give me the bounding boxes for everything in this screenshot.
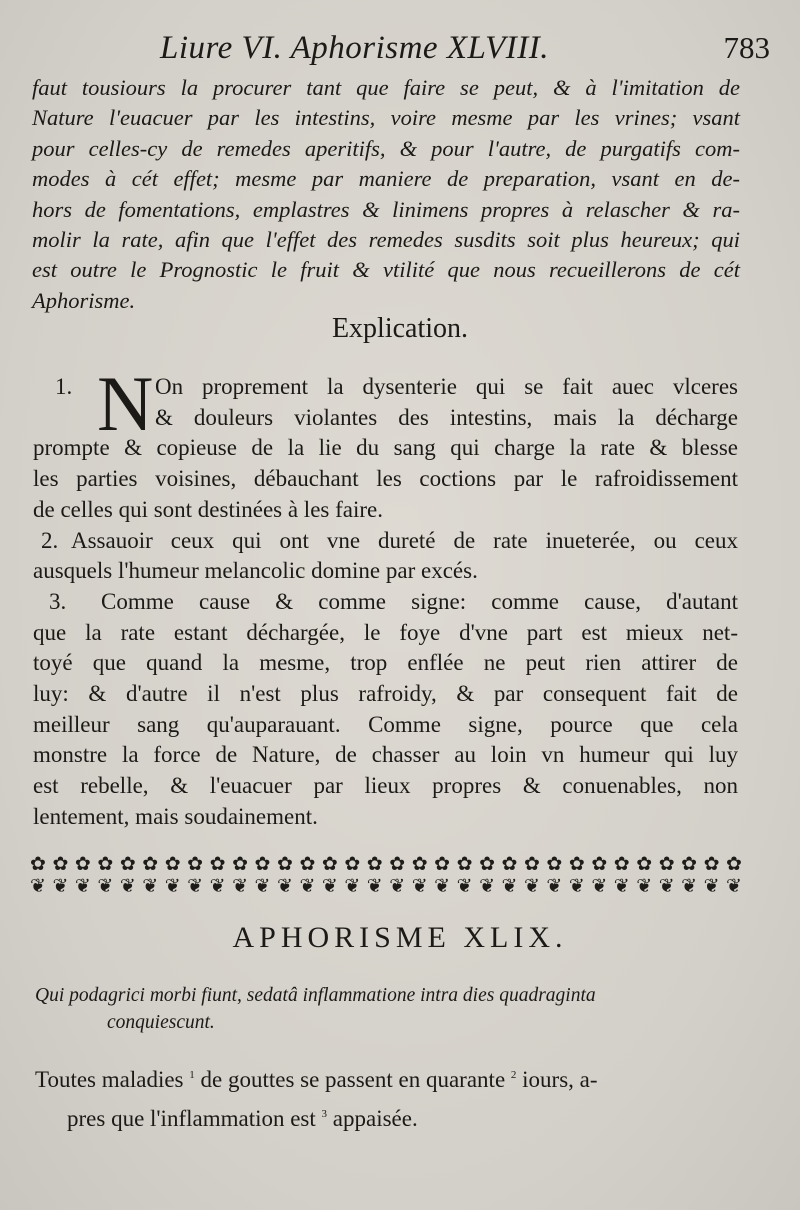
page-header bbox=[30, 30, 770, 70]
ornament-row-top: ✿ ✿ ✿ ✿ ✿ ✿ ✿ ✿ ✿ ✿ ✿ ✿ ✿ ✿ ✿ ✿ ✿ ✿ ✿ ✿ ✿ ✿ ✿ ✿ ✿ ✿ ✿ ✿ ✿ ✿ ✿ ✿ bbox=[30, 853, 742, 875]
text-line: modes à cét effet; mesme par maniere de preparation, vsant en de- bbox=[32, 166, 740, 192]
decorative-ornament-band bbox=[30, 853, 742, 897]
text-line: prompte & copieuse de la lie du sang qui charge la rate & blesse bbox=[33, 435, 738, 461]
text-line: ausquels l'humeur melancolic domine par excés. bbox=[33, 558, 478, 584]
text-line: Nature l'euacuer par les intestins, voire mesme par les vrines; vsant bbox=[32, 105, 740, 131]
note-number: 2. bbox=[41, 527, 59, 553]
text-line-body: Comme cause & comme signe: comme cause, d'autant bbox=[101, 588, 738, 614]
text-line: monstre la force de Nature, de chasser au loin vn humeur qui luy bbox=[33, 742, 738, 768]
page-number: 783 bbox=[723, 30, 770, 65]
text-line bbox=[33, 526, 738, 557]
text-line: pour celles-cy de remedes aperitifs, & pour l'autre, de purgatifs com- bbox=[32, 135, 740, 161]
text-line: luy: & d'autre il n'est plus rafroidy, & par consequent fait de bbox=[33, 681, 738, 707]
text-line: Qui podagrici morbi fiunt, sedatâ inflammatione intra dies quadraginta bbox=[35, 985, 596, 1006]
text-line-body: Assauoir ceux qui ont vne dureté de rate inueterée, ou ceux bbox=[71, 527, 738, 553]
continued-paragraph bbox=[32, 73, 740, 316]
text-line bbox=[33, 587, 738, 618]
text-line: de celles qui sont destinées à les faire. bbox=[33, 496, 383, 522]
latin-aphorism bbox=[35, 982, 735, 1036]
drop-cap: N bbox=[97, 360, 154, 447]
text-line bbox=[35, 1097, 740, 1136]
text-line: hors de fomentations, emplastres & linimens propres à relascher & ra- bbox=[32, 196, 740, 222]
text-line: lentement, mais soudainement. bbox=[33, 803, 318, 829]
text-line: & douleurs violantes des intestins, mais la décharge bbox=[155, 404, 738, 430]
text-fragment: appaisée. bbox=[332, 1106, 418, 1131]
text-line: molir la rate, afin que l'effet des remedes susdits soit plus heureux; qui bbox=[32, 227, 740, 253]
note-number: 1. bbox=[55, 374, 73, 399]
text-line bbox=[33, 372, 738, 403]
note-marker: 3 bbox=[321, 1108, 328, 1120]
note-number: 3. bbox=[49, 588, 67, 614]
text-line: Aphorisme. bbox=[32, 287, 136, 313]
aphorism-title: APHORISME XLIX. bbox=[232, 921, 568, 954]
text-fragment: pres que l'inflammation est bbox=[67, 1106, 316, 1131]
text-line: toyé que quand la mesme, trop enflée ne peut rien attirer de bbox=[33, 650, 738, 676]
note-marker: 1 bbox=[189, 1069, 195, 1081]
text-line: est rebelle, & l'euacuer par lieux propres & conuenables, non bbox=[33, 773, 738, 799]
running-head: Liure VI. Aphorisme XLVIII. bbox=[160, 30, 549, 66]
text-fragment: de gouttes se passent en quarante bbox=[200, 1067, 506, 1092]
french-translation bbox=[35, 1058, 740, 1136]
explication-heading: Explication. bbox=[331, 313, 469, 344]
ornament-row-bottom: ❦ ❦ ❦ ❦ ❦ ❦ ❦ ❦ ❦ ❦ ❦ ❦ ❦ ❦ ❦ ❦ ❦ ❦ ❦ ❦ ❦ ❦ ❦ ❦ ❦ ❦ ❦ ❦ ❦ ❦ ❦ ❦ bbox=[30, 875, 742, 897]
text-line: est outre le Prognostic le fruit & vtilité que nous recueillerons de cét bbox=[32, 257, 740, 283]
note-marker: 2 bbox=[510, 1069, 517, 1081]
text-line: les parties voisines, débauchant les coctions par le rafroidissement bbox=[33, 466, 738, 492]
text-line: conquiescunt. bbox=[107, 1012, 215, 1033]
text-line: faut tousiours la procurer tant que faire se peut, & à l'imitation de bbox=[32, 75, 740, 100]
explication-body bbox=[33, 360, 738, 833]
text-fragment: Toutes maladies bbox=[35, 1067, 184, 1092]
text-line: meilleur sang qu'auparauant. Comme signe, pource que cela bbox=[33, 711, 738, 737]
text-line bbox=[35, 1058, 740, 1097]
text-line: que la rate estant déchargée, le foye d'vne part est mieux net- bbox=[33, 619, 738, 645]
text-line-body: On proprement la dysenterie qui se fait auec vlceres bbox=[155, 374, 738, 399]
text-fragment: iours, a- bbox=[522, 1067, 598, 1092]
